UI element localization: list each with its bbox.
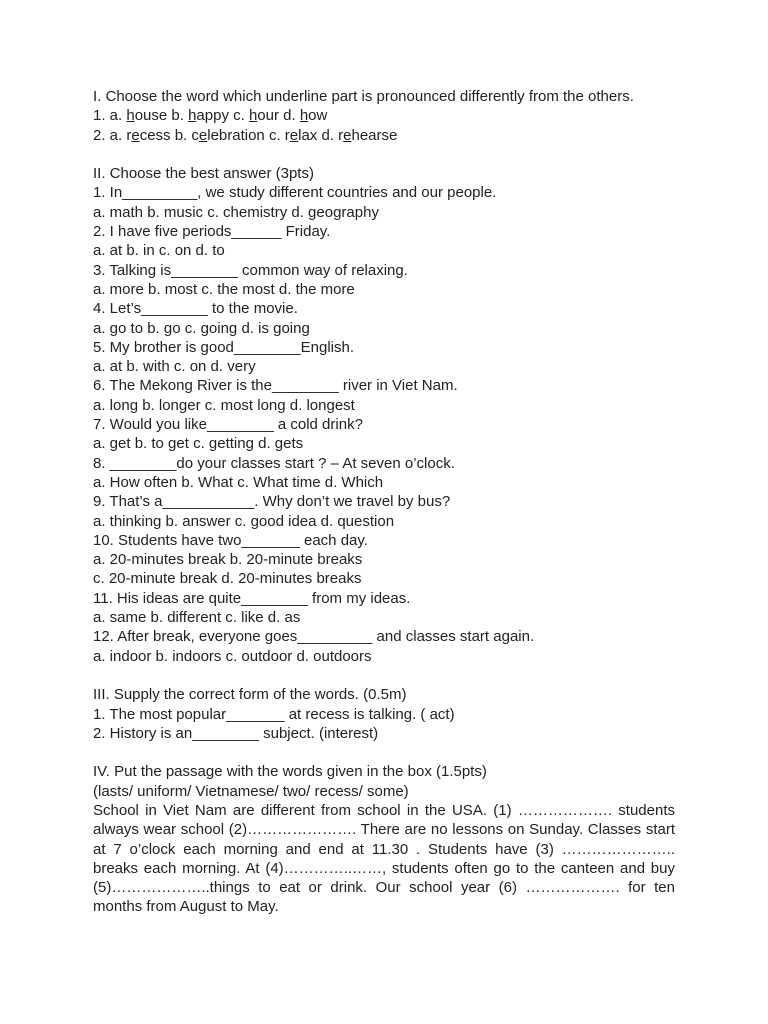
- section-2-heading: II. Choose the best answer (3pts): [93, 165, 314, 183]
- section-spacer: [93, 743, 675, 762]
- options-line: a. 20-minutes break b. 20-minute breaks: [93, 551, 363, 569]
- options-line: a. at b. with c. on d. very: [93, 358, 256, 376]
- section-spacer: [93, 145, 675, 164]
- question-line: 1. In_________, we study different countries and our people.: [93, 184, 497, 202]
- options-line: a. get b. to get c. getting d. gets: [93, 435, 304, 453]
- question-line: 3. Talking is________ common way of relaxing.: [93, 261, 408, 279]
- options-line: a. go to b. go c. going d. is going: [93, 319, 310, 337]
- worksheet: [93, 87, 675, 917]
- options-line: a. math b. music c. chemistry d. geography: [93, 203, 379, 221]
- options-line: a. thinking b. answer c. good idea d. question: [93, 512, 395, 530]
- question-line: 10. Students have two_______ each day.: [93, 531, 368, 549]
- options-line: a. more b. most c. the most d. the more: [93, 280, 355, 298]
- section-1-heading: I. Choose the word which underline part is pronounced differently from the others.: [93, 88, 634, 105]
- word-box: (lasts/ uniform/ Vietnamese/ two/ recess/ some): [93, 782, 409, 800]
- question-line: 1. The most popular_______ at recess is talking. ( act): [93, 705, 455, 723]
- options-line: a. at b. in c. on d. to: [93, 242, 225, 260]
- question-line: 6. The Mekong River is the________ river in Viet Nam.: [93, 377, 458, 395]
- reading-passage: School in Viet Nam are different from school in the USA. (1) ………………. students always wear school (2)…………………. There are no lessons on Sunday. Classes start at 7 o’clock each morning and end at 11.30 . Students have (3) ………………….. breaks each morning. At (4)…………..……, students often go to the canteen and buy (5)………………..things to eat or drink. Our school year (6) ………………. for ten months from August to May.: [93, 801, 675, 916]
- question-line: 2. I have five periods______ Friday.: [93, 223, 331, 241]
- section-4-heading: IV. Put the passage with the words given in the box (1.5pts): [93, 763, 487, 781]
- question-line: 5. My brother is good________English.: [93, 338, 355, 356]
- question-line: 2. History is an________ subject. (interest): [93, 724, 379, 742]
- section-spacer: [93, 666, 675, 685]
- options-line: a. same b. different c. like d. as: [93, 609, 301, 627]
- section-1-question-1: 1. a. house b. happy c. hour d. how: [93, 107, 328, 125]
- question-line: 12. After break, everyone goes_________ and classes start again.: [93, 628, 535, 646]
- section-3-heading: III. Supply the correct form of the words. (0.5m): [93, 686, 407, 704]
- options-line: a. How often b. What c. What time d. Which: [93, 473, 384, 491]
- question-line: 4. Let’s________ to the movie.: [93, 300, 298, 318]
- section-1-question-2: 2. a. recess b. celebration c. relax d. rehearse: [93, 126, 398, 144]
- options-line: c. 20-minute break d. 20-minutes breaks: [93, 570, 362, 588]
- options-line: a. indoor b. indoors c. outdoor d. outdoors: [93, 647, 372, 665]
- question-line: 8. ________do your classes start ? – At seven o’clock.: [93, 454, 455, 472]
- question-line: 9. That’s a___________. Why don’t we travel by bus?: [93, 493, 451, 511]
- question-line: 7. Would you like________ a cold drink?: [93, 416, 363, 434]
- options-line: a. long b. longer c. most long d. longest: [93, 396, 355, 414]
- question-line: 11. His ideas are quite________ from my ideas.: [93, 589, 411, 607]
